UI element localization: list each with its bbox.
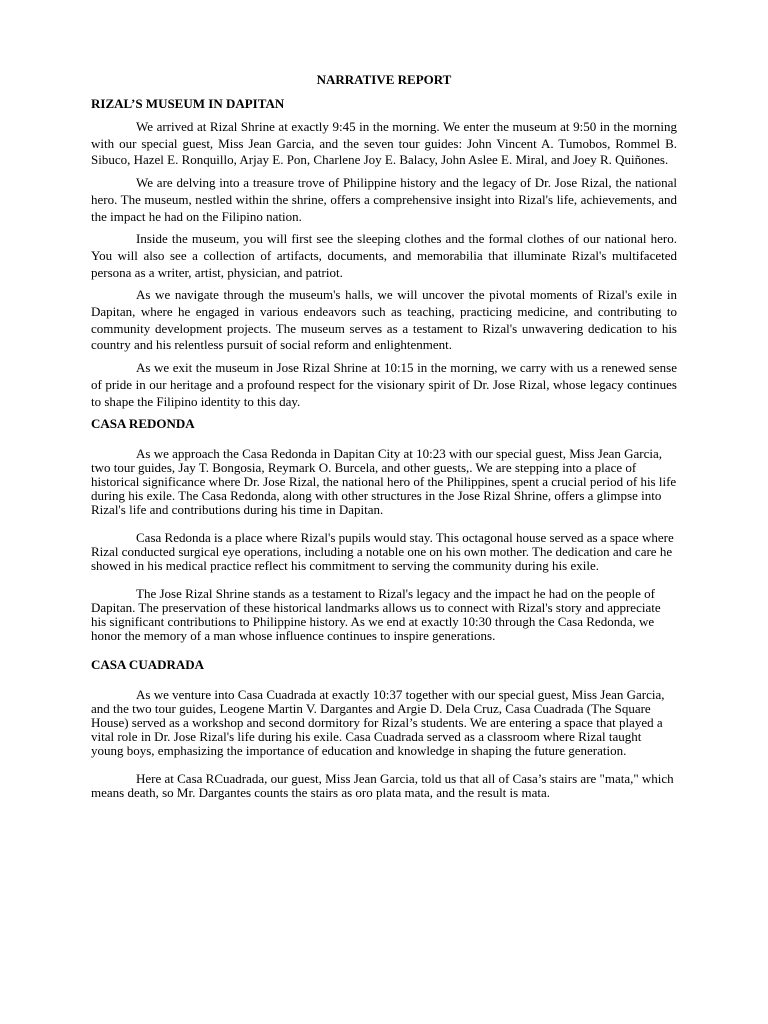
paragraph: We arrived at Rizal Shrine at exactly 9:45 in the morning. We enter the museum at 9:50 in the morning with our special guest, Miss Jean Garcia, and the seven tour guides: John Vincent A. Tumobos, Rommel B. Sibuco, Hazel E. Ronquillo, Arjay E. Pon, Charlene Joy E. Balacy, John Aslee E. Miral, and Joey R. Quiñones. [91,119,677,168]
paragraph: As we approach the Casa Redonda in Dapitan City at 10:23 with our special guest, Miss Jean Garcia, two tour guides, Jay T. Bongosia, Reymark O. Burcela, and other guests,. We are stepping into a place of historical significance where Dr. Jose Rizal, the national hero of the Philippines, spent a crucial period of his life during his exile. The Casa Redonda, along with other structures in the Jose Rizal Shrine, offers a glimpse into Rizal's life and contributions during his time in Dapitan. [91,446,677,518]
paragraph: As we navigate through the museum's halls, we will uncover the pivotal moments of Rizal's exile in Dapitan, where he engaged in various endeavors such as teaching, practicing medicine, and contributing to community development projects. The museum serves as a testament to Rizal's unwavering dedication to his country and his relentless pursuit of social reform and enlightenment. [91,287,677,353]
document-page [91,72,677,800]
section-heading-casa-cuadrada: CASA CUADRADA [91,657,205,673]
paragraph: As we exit the museum in Jose Rizal Shrine at 10:15 in the morning, we carry with us a renewed sense of pride in our heritage and a profound respect for the visionary spirit of Dr. Jose Rizal, whose legacy continues to shape the Filipino identity to this day. [91,360,677,409]
report-title: NARRATIVE REPORT [316,72,452,87]
paragraph: Here at Casa RCuadrada, our guest, Miss Jean Garcia, told us that all of Casa’s stairs are "mata," which means death, so Mr. Dargantes counts the stairs as oro plata mata, and the result is mata. [91,771,674,801]
paragraph: Inside the museum, you will first see the sleeping clothes and the formal clothes of our national hero. You will also see a collection of artifacts, documents, and memorabilia that illuminate Rizal's multifaceted persona as a writer, artist, physician, and patriot. [91,231,677,280]
paragraph: The Jose Rizal Shrine stands as a testament to Rizal's legacy and the impact he had on the people of Dapitan. The preservation of these historical landmarks allows us to connect with Rizal's story and appreciate his significant contributions to Philippine history. As we end at exactly 10:30 through the Casa Redonda, we honor the memory of a man whose influence continues to inspire generations. [91,586,661,644]
section-heading-casa-redonda: CASA REDONDA [91,416,195,432]
paragraph: As we venture into Casa Cuadrada at exactly 10:37 together with our special guest, Miss Jean Garcia, and the two tour guides, Leogene Martin V. Dargantes and Argie D. Dela Cruz, Casa Cuadrada (The Square House) served as a workshop and second dormitory for Rizal’s students. We are entering a space that played a vital role in Dr. Jose Rizal's life during his exile. Casa Cuadrada served as a classroom where Rizal taught young boys, emphasizing the importance of education and knowledge in shaping the future generation. [91,687,665,759]
section-heading-museum: RIZAL’S MUSEUM IN DAPITAN [91,96,285,111]
paragraph: We are delving into a treasure trove of Philippine history and the legacy of Dr. Jose Rizal, the national hero. The museum, nestled within the shrine, offers a comprehensive insight into Rizal's life, achievements, and the impact he had on the Filipino nation. [91,175,677,224]
paragraph: Casa Redonda is a place where Rizal's pupils would stay. This octagonal house served as a space where Rizal conducted surgical eye operations, including a notable one on his own mother. The dedication and care he showed in his medical practice reflect his commitment to serving the community during his exile. [91,530,674,574]
